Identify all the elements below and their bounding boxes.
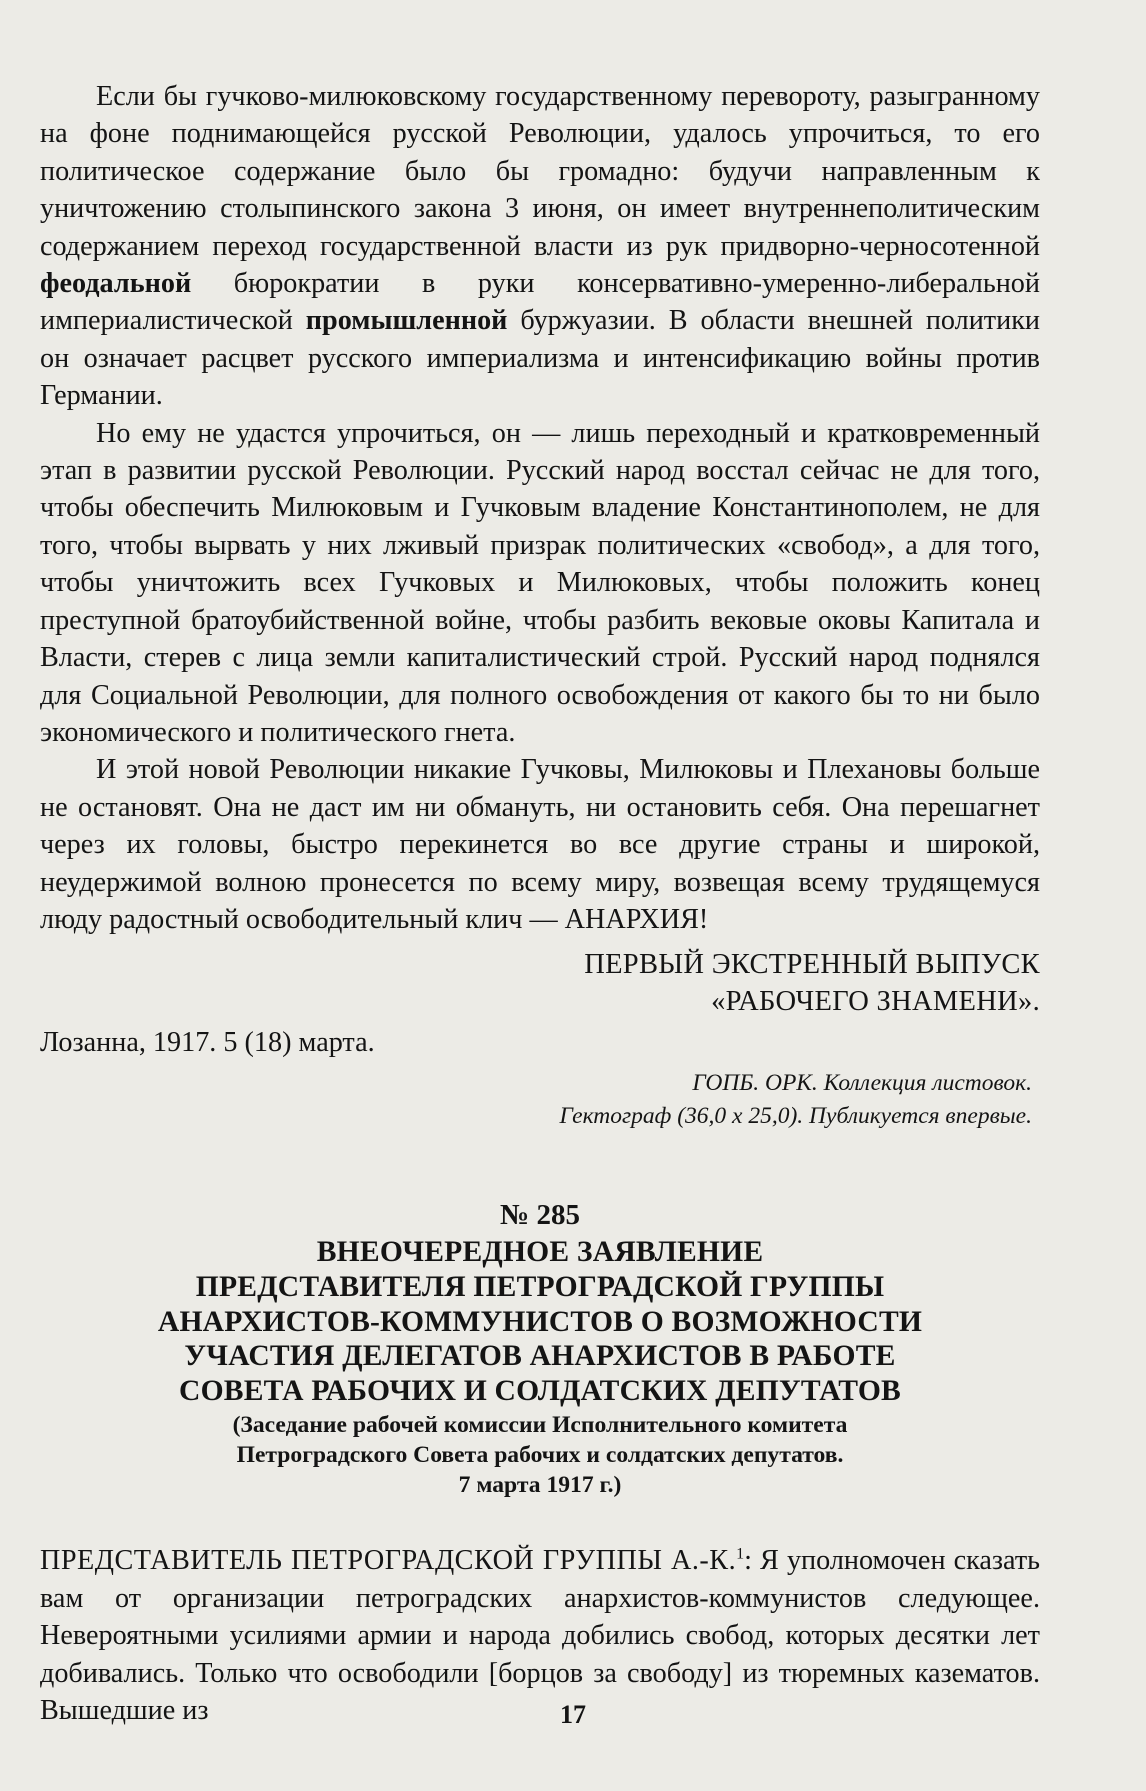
source-line-1: ГОПБ. ОРК. Коллекция листовок. — [692, 1070, 1032, 1097]
source-line-2: Гектограф (36,0 x 25,0). Публикуется впервые. — [559, 1103, 1032, 1130]
document-subtitle — [40, 1410, 1040, 1500]
title-line: УЧАСТИЯ ДЕЛЕГАТОВ АНАРХИСТОВ В РАБОТЕ — [184, 1340, 896, 1373]
subtitle-line: 7 марта 1917 г.) — [458, 1472, 622, 1499]
bold-word-feudal: феодальной — [40, 268, 192, 300]
paragraph-1-text-a: Если бы гучково-милюковскому государственному перевороту, разыгранному на фоне поднимающейся русской Революции, удалось упрочиться, то его политическое содержание было бы громадно: будучи направленным к уничтожению столыпинского закона 3 июня, он имеет внутреннеполитическим содержанием переход государственной власти из рук придворно-черносотенной — [40, 81, 1040, 262]
signature-line-2: «РАБОЧЕГО ЗНАМЕНИ». — [711, 986, 1040, 1018]
signature — [40, 946, 1040, 1020]
place-date: Лозанна, 1917. 5 (18) марта. — [40, 1027, 375, 1059]
speaker-name: ПРЕДСТАВИТЕЛЬ ПЕТРОГРАДСКОЙ ГРУППЫ А.-К. — [40, 1545, 737, 1577]
bold-word-industrial: промышленной — [305, 305, 508, 337]
page-number: 17 — [560, 1700, 586, 1729]
paragraph-2: Но ему не удастся упрочиться, он — лишь переходный и кратковременный этап в развитии русской Революции. Русский народ восстал сейчас не для того, чтобы обеспечить Милюковым и Гучковым владение Константинополем, не для того, чтобы вырвать у них лживый призрак политических «свобод», а для того, чтобы уничтожить всех Гучковых и Милюковых, чтобы положить конец преступной братоубийственной войне, чтобы разбить вековые оковы Капитала и Власти, стерев с лица земли капиталистический строй. Русский народ поднялся для Социальной Революции, для полного освобождения от какого бы то ни было экономического и политического гнета. — [40, 417, 1040, 748]
document-number: № 285 — [500, 1199, 580, 1232]
signature-line-1: ПЕРВЫЙ ЭКСТРЕННЫЙ ВЫПУСК — [584, 949, 1040, 981]
title-line: СОВЕТА РАБОЧИХ И СОЛДАТСКИХ ДЕПУТАТОВ — [179, 1374, 901, 1407]
speech-text: : Я уполномочен сказать вам от организации петроградских анархистов-коммунистов следующее. Невероятными усилиями армии и народа добились свобод, которых десятки лет добивались. Только что освободили [борцов за свободу] из тюремных казематов. Вышедшие из — [40, 1545, 1040, 1726]
paragraph-1-text-b: бюрократии в руки консервативно-умеренно-либеральной империалистической — [40, 268, 1040, 337]
title-line: ВНЕОЧЕРЕДНОЕ ЗАЯВЛЕНИЕ — [316, 1236, 764, 1269]
paragraph-3: И этой новой Революции никакие Гучковы, Милюковы и Плехановы больше не остановят. Она не даст им ни обмануть, ни остановить себя. Она перешагнет через их головы, быстро перекинется во все другие страны и широкой, неудержимой волною пронесется по всему миру, возвещая всему трудящемуся люду радостный освободительный клич — АНАРХИЯ! — [40, 754, 1040, 935]
archival-source — [40, 1067, 1040, 1133]
paragraph-1-text-c: буржуазии. В области внешней политики он означает расцвет русского империализма и интенсификацию войны против Германии. — [40, 305, 1040, 412]
paragraph-1 — [40, 78, 1040, 415]
subtitle-line: Петроградского Совета рабочих и солдатских депутатов. — [236, 1442, 844, 1469]
text-column — [40, 78, 1040, 1729]
document-title — [40, 1235, 1040, 1408]
title-line: АНАРХИСТОВ-КОММУНИСТОВ О ВОЗМОЖНОСТИ — [157, 1305, 923, 1338]
footnote-marker[interactable]: 1 — [736, 1545, 745, 1563]
subtitle-line: (Заседание рабочей комиссии Исполнительного комитета — [232, 1412, 848, 1439]
title-line: ПРЕДСТАВИТЕЛЯ ПЕТРОГРАДСКОЙ ГРУППЫ — [195, 1270, 885, 1303]
